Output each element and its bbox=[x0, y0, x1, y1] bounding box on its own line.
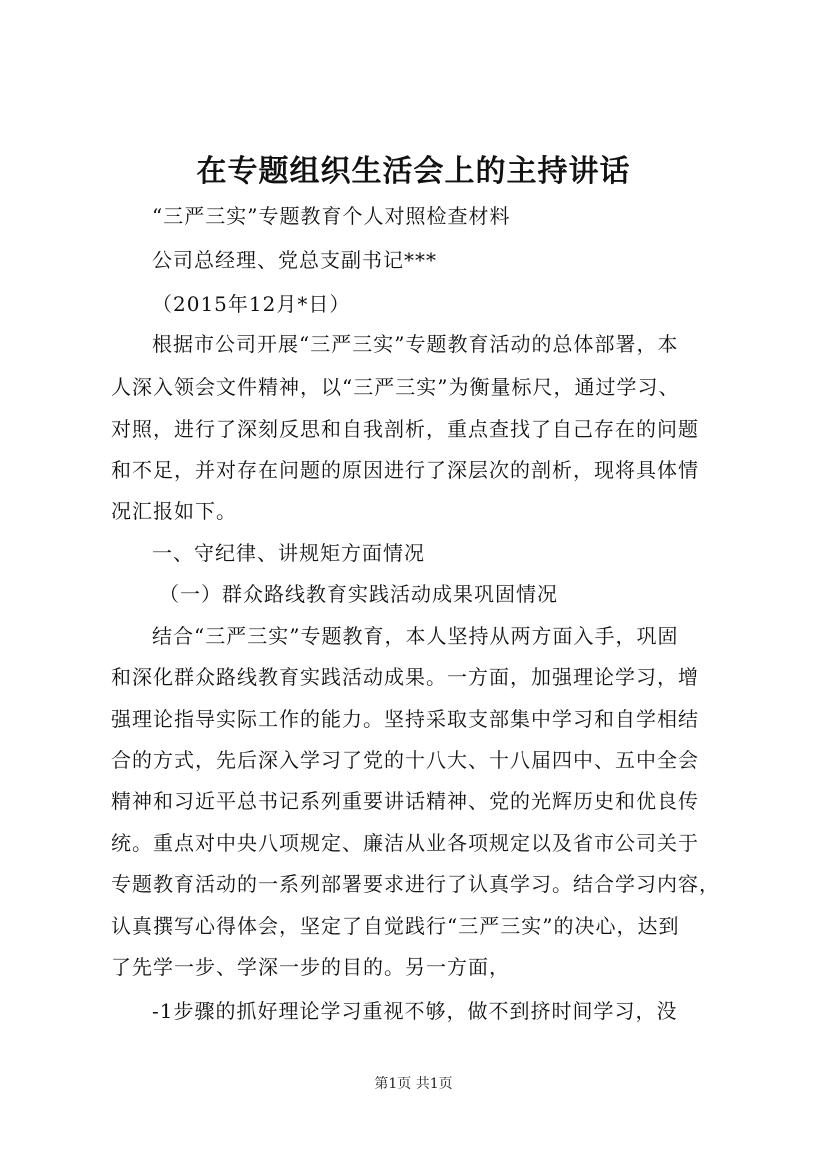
paragraph-line: 对照，进行了深刻反思和自我剖析，重点查找了自己存在的问题 bbox=[111, 417, 699, 441]
paragraph-line: 人深入领会文件精神，以“三严三实”为衡量标尺，通过学习、 bbox=[111, 375, 680, 399]
paragraph-line: 认真撰写心得体会，坚定了自觉践行“三严三实”的决心，达到 bbox=[111, 914, 680, 938]
paragraph-line: 强理论指导实际工作的能力。坚持采取支部集中学习和自学相结 bbox=[111, 707, 699, 731]
document-subtitle: “三严三实”专题教育个人对照检查材料 bbox=[152, 204, 511, 228]
page-footer: 第1页 共1页 bbox=[374, 1076, 453, 1092]
paragraph-line: 专题教育活动的一系列部署要求进行了认真学习。结合学习内容， bbox=[111, 872, 720, 896]
document-title: 在专题组织生活会上的主持讲话 bbox=[196, 154, 631, 189]
paragraph-line: 根据市公司开展“三严三实”专题教育活动的总体部署，本 bbox=[152, 332, 679, 356]
paragraph-line: 结合“三严三实”专题教育，本人坚持从两方面入手，巩固 bbox=[152, 624, 679, 648]
paragraph-line: 合的方式，先后深入学习了党的十八大、十八届四中、五中全会 bbox=[111, 748, 699, 772]
subsection-heading: （一）群众路线教育实践活动成果巩固情况 bbox=[159, 582, 558, 606]
section-heading: 一、守纪律、讲规矩方面情况 bbox=[152, 541, 425, 565]
paragraph-line: 统。重点对中央八项规定、廉洁从业各项规定以及省市公司关于 bbox=[111, 831, 699, 855]
date-line: （2015年12月*日） bbox=[152, 292, 351, 316]
paragraph-line: 况汇报如下。 bbox=[111, 499, 237, 523]
paragraph-line: 和深化群众路线教育实践活动成果。一方面，加强理论学习，增 bbox=[111, 665, 699, 689]
author-line: 公司总经理、党总支副书记*** bbox=[152, 248, 437, 272]
paragraph-line: 了先学一步、学深一步的目的。另一方面， bbox=[111, 955, 510, 979]
paragraph-line: 精神和习近平总书记系列重要讲话精神、党的光辉历史和优良传 bbox=[111, 789, 699, 813]
paragraph-line: -1步骤的抓好理论学习重视不够，做不到挤时间学习，没 bbox=[152, 999, 678, 1023]
paragraph-line: 和不足，并对存在问题的原因进行了深层次的剖析，现将具体情 bbox=[111, 458, 699, 482]
